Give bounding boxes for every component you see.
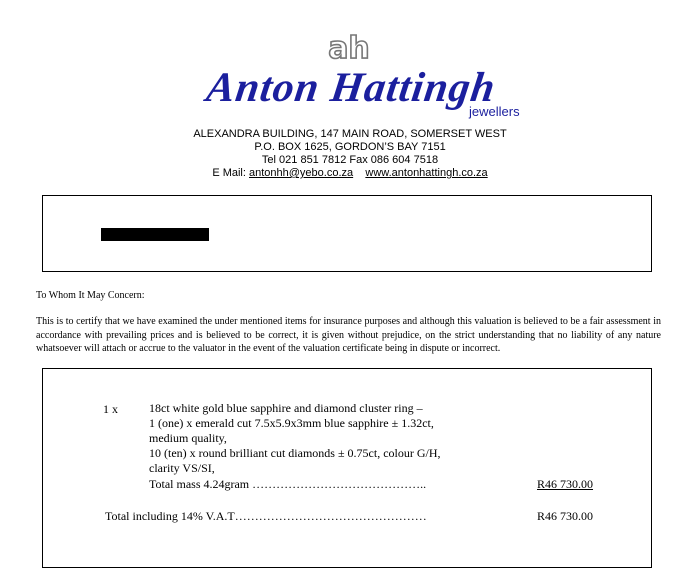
brand-tagline: jewellers bbox=[469, 104, 520, 119]
address-line-2: P.O. BOX 1625, GORDON’S BAY 7151 bbox=[254, 141, 446, 153]
total-mass-line: Total mass 4.24gram …………………………………….. bbox=[149, 477, 427, 491]
description-line: 18ct white gold blue sapphire and diamond cluster ring – bbox=[149, 401, 423, 415]
description-line: medium quality, bbox=[149, 431, 227, 445]
redacted-recipient bbox=[101, 228, 209, 241]
item-description bbox=[149, 401, 489, 476]
item-price: R46 730.00 bbox=[537, 477, 594, 491]
recipient-box bbox=[42, 195, 652, 272]
description-line: clarity VS/SI, bbox=[149, 461, 215, 475]
logo-mark-text: ah bbox=[328, 32, 370, 62]
total-price: R46 730.00 bbox=[537, 509, 594, 523]
jeweller-logo-icon bbox=[304, 32, 394, 62]
salutation: To Whom It May Concern: bbox=[36, 290, 145, 301]
brand-wordmark bbox=[203, 64, 537, 120]
description-line: 1 (one) x emerald cut 7.5x5.9x3mm blue sapphire ± 1.32ct, bbox=[149, 416, 434, 430]
address-line-1: ALEXANDRA BUILDING, 147 MAIN ROAD, SOMERSET WEST bbox=[193, 128, 507, 140]
phone-fax-line: Tel 021 851 7812 Fax 086 604 7518 bbox=[261, 154, 439, 166]
description-line: 10 (ten) x round brilliant cut diamonds ± 0.75ct, colour G/H, bbox=[149, 446, 441, 460]
email-label: E Mail: bbox=[212, 167, 249, 179]
certification-paragraph: This is to certify that we have examined the under mentioned items for insurance purposes and although this valuation is believed to be a fair assessment in accordance with prevailing prices and is believed to be correct, it is given without prejudice, on the strict understanding that no liability of any nature whatsoever will attach or accrue to the valuator in the event of the valuation certificate being in dispute or incorrect. bbox=[36, 316, 661, 354]
website-link[interactable]: www.antonhattingh.co.za bbox=[365, 167, 488, 179]
item-quantity: 1 x bbox=[103, 402, 118, 416]
total-label: Total including 14% V.A.T………………………………………… bbox=[105, 509, 427, 523]
contact-line bbox=[150, 167, 550, 180]
brand-name: Anton Hattingh bbox=[203, 65, 499, 111]
email-link[interactable]: antonhh@yebo.co.za bbox=[249, 167, 354, 179]
valuation-box bbox=[42, 368, 652, 568]
